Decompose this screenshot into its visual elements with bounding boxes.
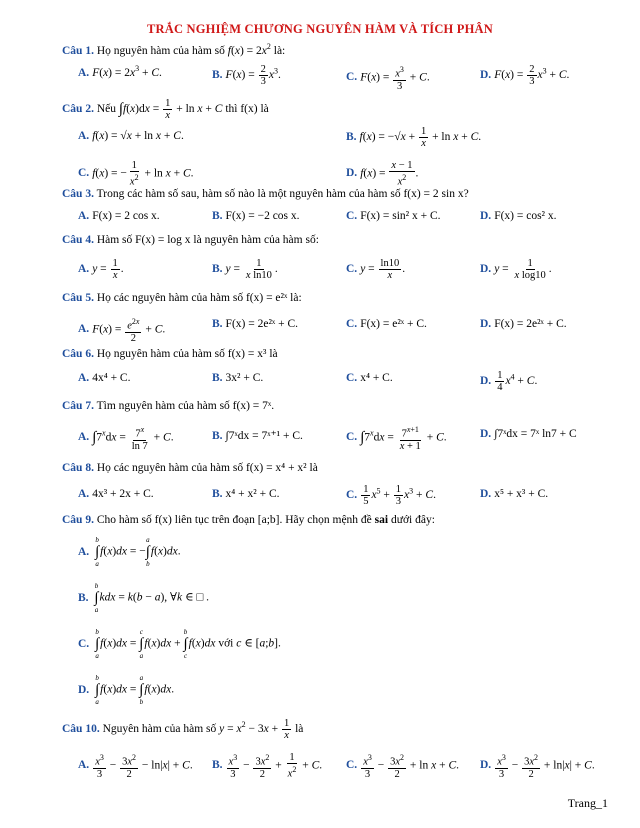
question-number: Câu 8. xyxy=(62,462,94,474)
option-b[interactable]: B. 3x² + C. xyxy=(212,372,264,384)
option-d[interactable]: D. $\frac{1}{4}$ $x^4 + C$. xyxy=(480,370,538,393)
page-title: TRẮC NGHIỆM CHƯƠNG NGUYÊN HÀM VÀ TÍCH PHÂN xyxy=(146,22,494,36)
question-text: Họ các nguyên hàm của hàm số f(x) = x⁴ + x² là xyxy=(96,462,318,474)
question-tail: thì f(x) là xyxy=(225,103,269,116)
option-b[interactable]: B. b ∫ a kdx = k(b − a), ∀k ∈ □ . xyxy=(78,582,210,614)
option-c[interactable]: C. f(x) = − $\frac{1}{x^2}$ + ln x + C. xyxy=(78,160,194,188)
question-4 xyxy=(62,234,319,246)
option-a[interactable]: A. $\int 7^xdx$ = $\frac{7^x}{\ln 7}$ + C. xyxy=(78,425,174,452)
option-c[interactable]: C. b ∫ a f(x)dx = c ∫ a f(x)dx + b ∫ c f(x)dx với c ∈ [a;b]. xyxy=(78,628,281,660)
option-b[interactable]: B. x⁴ + x² + C. xyxy=(212,488,280,500)
question-number: Câu 1. xyxy=(62,44,94,57)
option-a[interactable]: A. 4x³ + 2x + C. xyxy=(78,488,154,500)
question-6 xyxy=(62,348,278,360)
question-3 xyxy=(62,188,469,200)
option-c[interactable]: C. F(x) = sin² x + C. xyxy=(346,210,441,222)
option-b[interactable]: B. y = $\frac{1}{\text{x ln10}}$ . xyxy=(212,258,278,281)
option-a[interactable]: A. y = $\frac{1}{x}$ . xyxy=(78,258,124,281)
question-number: Câu 10. xyxy=(62,723,100,736)
option-b[interactable]: B. ∫7ˣdx = 7ˣ⁺¹ + C. xyxy=(212,430,303,442)
question-text: Nguyên hàm của hàm số $y = x^2 - 3x$ + $\frac{1}{x}$ là xyxy=(102,718,304,741)
emphasis-word: sai xyxy=(374,514,389,526)
question-text: Hàm số F(x) = log x là nguyên hàm của hàm số: xyxy=(96,234,319,246)
option-c[interactable]: C. $\int 7^xdx$ = $\frac{7^{x+1}}{x + 1}$ + C. xyxy=(346,425,447,452)
question-number: Câu 3. xyxy=(62,188,94,200)
option-a[interactable]: A. F(x) = 2 cos x. xyxy=(78,210,160,222)
option-a[interactable]: A. $\frac{x^3}{3}$ − $\frac{3x^2}{2}$ − ln|x| + C. xyxy=(78,753,193,780)
option-c[interactable]: C. F(x) = e²ˣ + C. xyxy=(346,318,427,330)
option-c[interactable]: C. $\frac{1}{5}$ $x^5$ + $\frac{1}{3}$ $x^3 + C$. xyxy=(346,484,436,507)
option-d[interactable]: D. F(x) = 2e²ˣ + C. xyxy=(480,318,567,330)
question-tail: là: xyxy=(273,44,286,57)
question-number: Câu 2. xyxy=(62,103,94,116)
option-b[interactable]: B. F(x) = $\frac{2}{3}$ $x^3$. xyxy=(212,64,281,87)
option-a[interactable]: A. F(x) = $\frac{e^{2x}}{2}$ + C. xyxy=(78,317,166,344)
option-d[interactable]: D. F(x) = cos² x. xyxy=(480,210,557,222)
option-c[interactable]: C. F(x) = $\frac{x^3}{3}$ + C. xyxy=(346,65,430,92)
question-text: Cho hàm số f(x) liên tục trên đoạn [a;b]. Hãy chọn mệnh đề xyxy=(96,514,372,526)
question-5 xyxy=(62,292,302,304)
option-d[interactable]: D. y = $\frac{1}{\text{x log10}}$ . xyxy=(480,258,552,281)
option-c[interactable]: C. $\frac{x^3}{3}$ − $\frac{3x^2}{2}$ + ln x + C. xyxy=(346,753,459,780)
question-8 xyxy=(62,462,318,474)
question-9 xyxy=(62,514,435,526)
question-text: Họ nguyên hàm của hàm số xyxy=(96,44,225,57)
question-text: Họ các nguyên hàm của hàm số f(x) = e²ˣ là: xyxy=(96,292,302,304)
question-2 xyxy=(62,98,269,121)
option-a[interactable]: A. $F(x) = 2x^3 + C$. xyxy=(78,64,162,79)
question-number: Câu 7. xyxy=(62,400,94,412)
option-a[interactable]: A. b ∫ a f(x)dx = − a ∫ b f(x)dx. xyxy=(78,536,181,568)
question-1 xyxy=(62,42,285,57)
question-text: Tìm nguyên hàm của hàm số f(x) = 7ˣ. xyxy=(96,400,275,412)
question-text: Trong các hàm số sau, hàm số nào là một nguyên hàm của hàm số f(x) = 2 sin x? xyxy=(96,188,469,200)
option-c[interactable]: C. x⁴ + C. xyxy=(346,372,393,384)
question-text: Nếu xyxy=(96,103,116,116)
option-d[interactable]: D. $\frac{x^3}{3}$ − $\frac{3x^2}{2}$ + ln|x| + C. xyxy=(480,753,595,780)
question-number: Câu 6. xyxy=(62,348,94,360)
option-d[interactable]: D. ∫7ˣdx = 7ˣ ln7 + C xyxy=(480,428,577,440)
option-c[interactable]: C. y = $\frac{\ln 10}{x}$ . xyxy=(346,258,406,281)
option-a[interactable]: A. f(x) = √x + ln x + C. xyxy=(78,130,184,142)
option-b[interactable]: B. F(x) = −2 cos x. xyxy=(212,210,300,222)
question-number: Câu 4. xyxy=(62,234,94,246)
question-text: Họ nguyên hàm của hàm số f(x) = x³ là xyxy=(96,348,278,360)
option-d[interactable]: D. x⁵ + x³ + C. xyxy=(480,488,549,500)
question-10 xyxy=(62,718,303,741)
option-b[interactable]: B. f(x) = −√x + $\frac{1}{x}$ + ln x + C. xyxy=(346,126,482,149)
option-b[interactable]: B. F(x) = 2e²ˣ + C. xyxy=(212,318,298,330)
math-expr: $f(x) = 2x^2$ xyxy=(227,42,271,57)
option-d[interactable]: D. b ∫ a f(x)dx = a ∫ b f(x)dx. xyxy=(78,674,175,706)
math-expr: ∫f(x)dx = $\frac{1}{x}$ + ln x + C xyxy=(118,98,223,121)
option-d[interactable]: D. F(x) = $\frac{2}{3}$ $x^3 + C$. xyxy=(480,64,570,87)
question-number: Câu 9. xyxy=(62,514,94,526)
option-b[interactable]: B. $\frac{x^3}{3}$ − $\frac{3x^2}{2}$ + $\frac{1}{x^2}$ + C. xyxy=(212,752,323,780)
question-tail: dưới đây: xyxy=(390,514,435,526)
question-7 xyxy=(62,400,274,412)
option-a[interactable]: A. 4x⁴ + C. xyxy=(78,372,131,384)
option-d[interactable]: D. f(x) = $\frac{x - 1}{x^2}$ . xyxy=(346,160,419,188)
page-number: Trang_1 xyxy=(567,796,608,810)
question-number: Câu 5. xyxy=(62,292,94,304)
